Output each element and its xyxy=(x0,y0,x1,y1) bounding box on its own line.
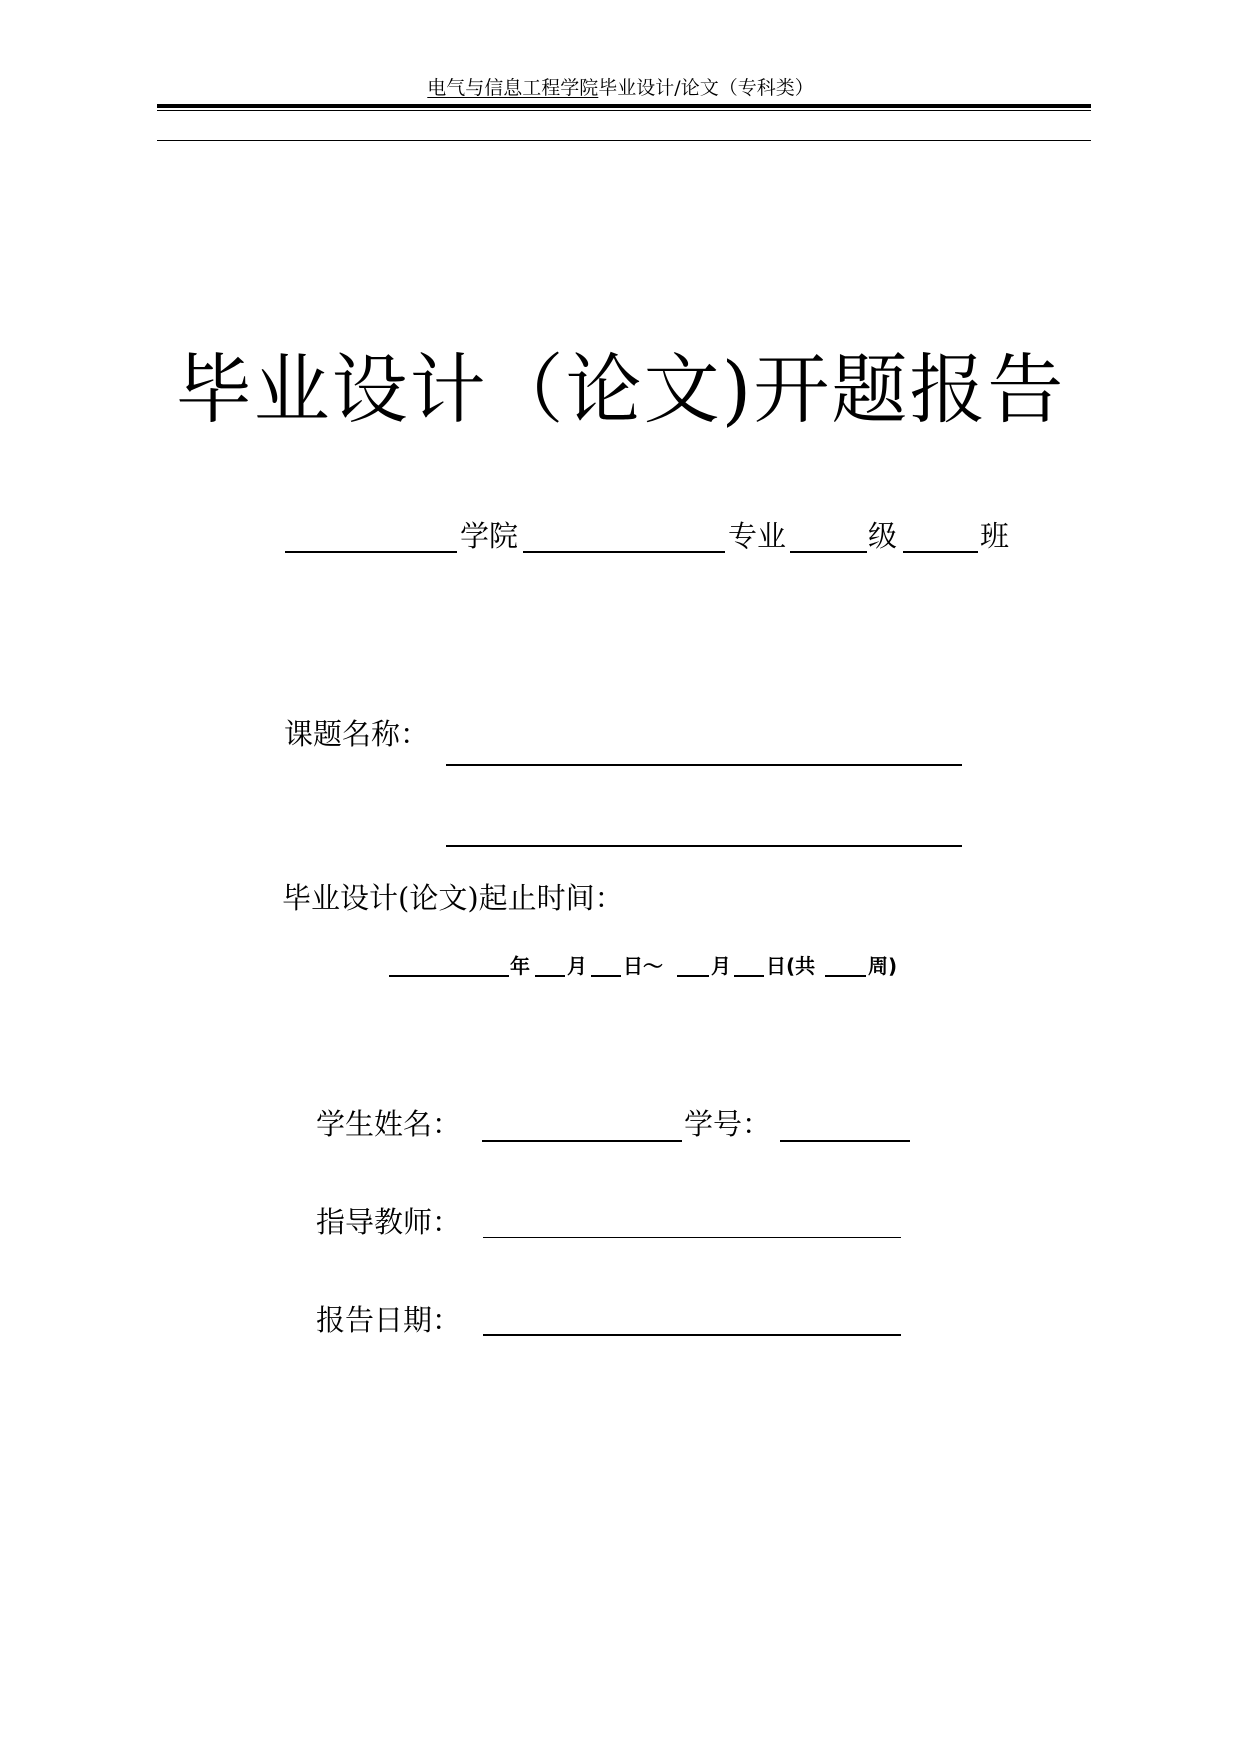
header-doc-type: 毕业设计/论文（专科类） xyxy=(598,77,814,99)
header-institute: 电气与信息工程学院 xyxy=(427,77,599,99)
report-date-label: 报告日期： xyxy=(316,1303,462,1337)
weeks-label: 周) xyxy=(868,954,898,978)
advisor-blank[interactable] xyxy=(483,1237,901,1238)
college-label: 学院 xyxy=(460,519,519,553)
student-name-label: 学生姓名： xyxy=(316,1107,462,1141)
student-id-label: 学号： xyxy=(684,1107,772,1141)
report-date-blank[interactable] xyxy=(483,1334,901,1336)
topic-blank-2[interactable] xyxy=(446,845,962,847)
running-header xyxy=(0,76,1241,100)
class-blank[interactable] xyxy=(903,551,978,553)
year-blank[interactable] xyxy=(389,975,509,977)
day2-blank[interactable] xyxy=(734,975,764,977)
class-label: 班 xyxy=(980,519,1010,553)
month1-label: 月 xyxy=(567,954,587,978)
college-blank[interactable] xyxy=(285,551,457,553)
topic-blank-1[interactable] xyxy=(446,764,962,766)
major-label: 专业 xyxy=(728,519,787,553)
grade-blank[interactable] xyxy=(790,551,867,553)
month1-blank[interactable] xyxy=(535,975,565,977)
page-title: 毕业设计（论文)开题报告 xyxy=(175,345,1066,434)
month2-label: 月 xyxy=(711,954,731,978)
header-rule-thin xyxy=(157,140,1091,141)
header-rule-double xyxy=(157,110,1091,111)
day1-label: 日〜 xyxy=(623,954,663,978)
day1-blank[interactable] xyxy=(591,975,621,977)
student-id-blank[interactable] xyxy=(780,1140,910,1142)
day2-label: 日(共 xyxy=(766,954,816,978)
major-blank[interactable] xyxy=(523,551,725,553)
month2-blank[interactable] xyxy=(677,975,709,977)
advisor-label: 指导教师： xyxy=(316,1205,462,1239)
student-name-blank[interactable] xyxy=(482,1140,682,1142)
weeks-blank[interactable] xyxy=(825,975,866,977)
period-label: 毕业设计(论文)起止时间： xyxy=(282,881,624,915)
year-label: 年 xyxy=(510,954,530,978)
topic-label: 课题名称： xyxy=(284,717,430,751)
header-rule-thick xyxy=(157,104,1091,108)
grade-label: 级 xyxy=(868,519,898,553)
